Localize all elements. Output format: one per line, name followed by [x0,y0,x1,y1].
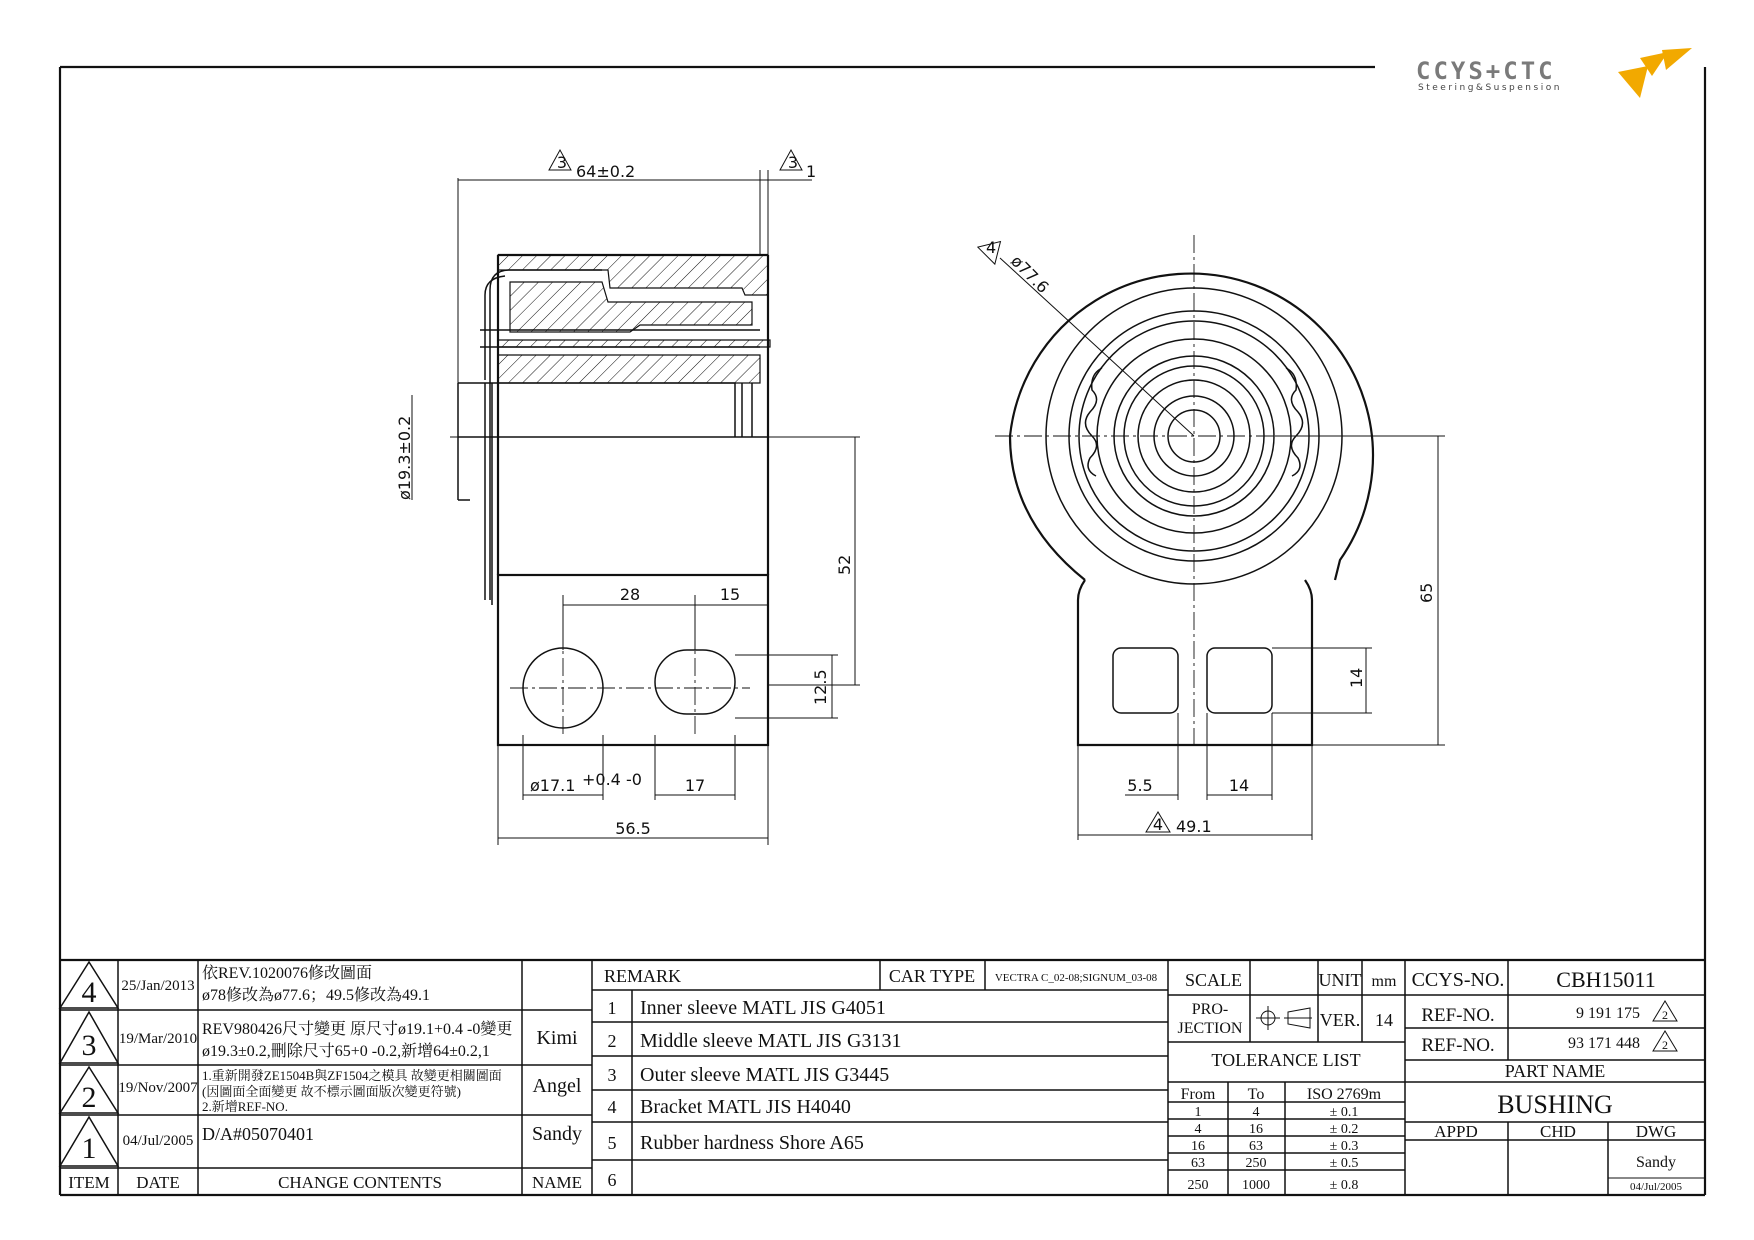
dim-outer-dia: ø77.6 [1007,251,1053,297]
remark-text: Outer sleeve MATL JIS G3445 [640,1064,890,1086]
dim-hole-spacing: 28 [619,585,641,604]
dim-total-width: 56.5 [615,819,651,838]
logo-tagline: Steering&Suspension [1418,83,1562,93]
dim-height-52: 52 [835,554,854,575]
part-name-label: PART NAME [1504,1061,1606,1081]
chd-label: CHD [1540,1122,1576,1141]
car-type-label: CAR TYPE [888,966,976,986]
tol-row [1195,1122,1359,1137]
svg-text:4: 4 [1194,1122,1202,1137]
appd-label: APPD [1434,1122,1478,1141]
dwg-name: Sandy [1636,1154,1676,1171]
tol-header-from: From [1180,1086,1216,1103]
dim-offset-5-5: 5.5 [1127,776,1153,795]
svg-text:63: 63 [1191,1156,1205,1171]
rev-date: 04/Jul/2005 [122,1133,194,1149]
rev-item: 1 [81,1132,97,1165]
ref-rev-2: 2 [1662,1038,1668,1052]
dim-pad-width: 14 [1228,776,1250,795]
remark-no: 6 [607,1170,617,1190]
ver-label: VER. [1319,1010,1361,1030]
dim-hole-dia: ø17.1 [530,776,576,795]
ref-label-1: REF-NO. [1421,1005,1495,1026]
ref-label-2: REF-NO. [1421,1035,1495,1056]
projection-label-2: JECTION [1177,1020,1243,1037]
remark-no: 5 [607,1133,617,1153]
rev-name: Angel [532,1075,582,1097]
svg-text:16: 16 [1191,1139,1205,1154]
svg-text:± 0.5: ± 0.5 [1329,1156,1359,1171]
rev-content-line: 1.重新開發ZE1504B與ZF1504之模具 故變更相關圖面 [202,1068,502,1083]
remark-text: Inner sleeve MATL JIS G4051 [640,997,886,1019]
car-type-value: VECTRA C_02-08;SIGNUM_03-08 [994,972,1158,984]
tol-row [1195,1105,1359,1120]
svg-text:± 0.3: ± 0.3 [1329,1139,1359,1154]
title-block [1405,960,1705,1195]
remark-item [608,1132,864,1154]
rev-item: 3 [81,1029,97,1062]
unit-value: mm [1371,973,1397,990]
dim-slot-width: 17 [684,776,706,795]
rev4-marker-width: 4 [1152,815,1164,834]
logo-brand: CCYS+CTC [1416,57,1556,85]
dim-height-65: 65 [1417,582,1436,603]
svg-text:± 0.8: ± 0.8 [1329,1178,1359,1193]
rev-content-line: (因圖面全面變更 故不標示圖面版次變更符號) [202,1084,461,1099]
front-view [978,233,1445,840]
remark-item [608,1096,851,1118]
dwg-label: DWG [1635,1122,1677,1141]
dim-slot-height: 12.5 [811,669,830,705]
dim-pad-height: 14 [1347,667,1366,688]
projection-symbol-icon [1256,1006,1312,1030]
remark-no: 2 [607,1031,617,1051]
rev-date: 19/Nov/2007 [118,1080,198,1096]
rev-row-4 [60,962,430,1009]
remark-no: 4 [607,1097,617,1117]
remark-item [608,1030,902,1052]
rev-content-line: D/A#05070401 [202,1124,314,1144]
tol-row [1191,1156,1358,1171]
svg-text:250: 250 [1245,1156,1267,1171]
remark-no: 1 [607,998,617,1018]
remark-no: 3 [607,1065,617,1085]
tol-header-iso: ISO 2769m [1306,1086,1382,1103]
remark-item [608,997,886,1019]
ccys-number: CBH15011 [1556,967,1656,992]
dim-step: 1 [806,162,817,181]
rev-date: 19/Mar/2010 [118,1031,198,1047]
remark-table [592,960,1168,1195]
svg-text:± 0.2: ± 0.2 [1329,1122,1359,1137]
dim-inner-dia: ø19.3±0.2 [395,415,414,500]
ver-value: 14 [1375,1010,1393,1030]
rev-row-2 [60,1067,582,1114]
dim-length-top: 64±0.2 [576,162,636,181]
rev-content-line: ø19.3±0.2,刪除尺寸65+0 -0.2,新增64±0.2,1 [202,1043,490,1060]
rev3-marker-step: 3 [787,153,799,172]
rev-header-date: DATE [136,1173,180,1192]
projection-label-1: PRO- [1191,1001,1229,1018]
svg-text:63: 63 [1249,1139,1263,1154]
remark-text: Middle sleeve MATL JIS G3131 [640,1030,902,1052]
dim-hole-dia-tol: +0.4 -0 [582,770,642,789]
rev-row-3 [60,1012,578,1063]
rev4-marker-dia: 4 [986,238,997,257]
dwg-date: 04/Jul/2005 [1630,1181,1682,1193]
rev-content-line: REV980426尺寸變更 原尺寸ø19.1+0.4 -0變更 [202,1021,513,1038]
svg-text:4: 4 [1252,1105,1260,1120]
dim-bracket-width: 49.1 [1176,817,1212,836]
rev-header-name: NAME [531,1173,583,1192]
company-logo [1416,48,1692,98]
ref-number-2: 93 171 448 [1568,1035,1640,1052]
ccys-label: CCYS-NO. [1411,969,1505,991]
logo-swoosh-icon [1618,48,1692,98]
ref-number-1: 9 191 175 [1576,1005,1640,1022]
tolerance-title: TOLERANCE LIST [1211,1050,1361,1070]
rev-date: 25/Jan/2013 [121,978,195,994]
part-name: BUSHING [1497,1090,1613,1119]
rev-content-line: ø78修改為ø77.6；49.5修改為49.1 [202,987,431,1004]
rev-item: 2 [81,1081,97,1114]
remark-item [608,1064,890,1086]
remark-header: REMARK [604,966,682,986]
svg-text:1: 1 [1194,1105,1202,1120]
rev-header-item: ITEM [68,1173,110,1192]
remark-item [608,1170,617,1190]
tol-row [1188,1178,1359,1193]
svg-text:1000: 1000 [1242,1178,1270,1193]
rev-name: Kimi [536,1027,578,1049]
tol-row [1191,1139,1358,1154]
scale-label: SCALE [1185,970,1243,990]
rev-content-line: 2.新增REF-NO. [202,1099,288,1114]
remark-text: Bracket MATL JIS H4040 [640,1096,851,1118]
rev3-marker-top: 3 [556,153,568,172]
ref-rev-1: 2 [1662,1008,1668,1022]
spec-table [1168,960,1405,1195]
dim-slot-offset: 15 [719,585,741,604]
rev-row-1 [60,1117,582,1166]
svg-text:250: 250 [1187,1178,1209,1193]
svg-text:± 0.1: ± 0.1 [1329,1105,1359,1120]
tol-header-to: To [1247,1086,1265,1103]
rev-item: 4 [81,976,97,1009]
remark-text: Rubber hardness Shore A65 [640,1132,864,1154]
rev-content-line: 依REV.1020076修改圖面 [202,965,372,982]
svg-text:16: 16 [1249,1122,1263,1137]
rev-name: Sandy [532,1123,582,1145]
unit-label: UNIT [1318,970,1362,990]
side-view [395,150,860,845]
rev-header-contents: CHANGE CONTENTS [278,1173,442,1192]
